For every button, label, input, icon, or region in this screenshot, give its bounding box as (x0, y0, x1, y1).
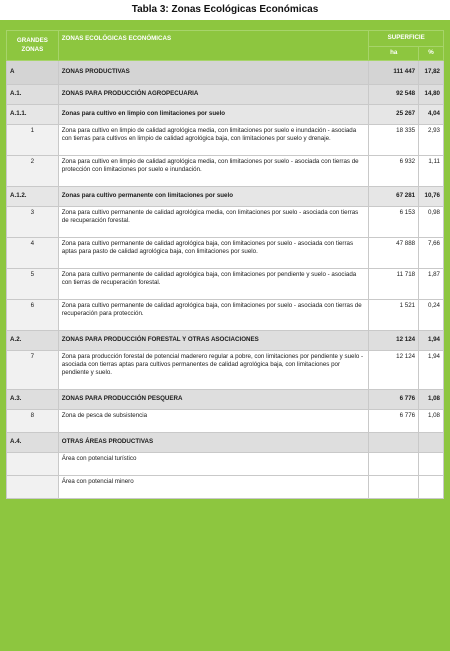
zone-description-cell: Zonas para cultivo en limpio con limitaciones por suelo (58, 105, 369, 125)
table-row (7, 476, 444, 499)
surface-ha-cell: 47 888 (369, 238, 419, 269)
surface-pct-cell: 10,76 (419, 187, 444, 207)
table-group-row (7, 390, 444, 410)
surface-ha-cell: 12 124 (369, 351, 419, 390)
zone-code-cell: 7 (7, 351, 59, 390)
surface-ha-cell (369, 453, 419, 476)
zone-description-cell: OTRAS ÁREAS PRODUCTIVAS (58, 433, 369, 453)
zone-description-cell: Zonas para cultivo permanente con limitaciones por suelo (58, 187, 369, 207)
zone-code-cell: A.2. (7, 331, 59, 351)
surface-pct-cell: 1,94 (419, 331, 444, 351)
surface-pct-cell: 14,80 (419, 85, 444, 105)
table-group-row (7, 105, 444, 125)
zone-code-cell (7, 476, 59, 499)
surface-pct-cell: 4,04 (419, 105, 444, 125)
table-body (7, 61, 444, 499)
zone-code-cell: 3 (7, 207, 59, 238)
header-grandes-zonas: GRANDES ZONAS (7, 31, 59, 61)
table-group-row (7, 187, 444, 207)
zone-code-cell: A.1.2. (7, 187, 59, 207)
surface-pct-cell: 1,08 (419, 390, 444, 410)
table-row (7, 351, 444, 390)
zone-description-cell: Área con potencial minero (58, 476, 369, 499)
table-row (7, 410, 444, 433)
table-group-row (7, 331, 444, 351)
zone-description-cell: Zona para cultivo permanente de calidad agrológica baja, con limitaciones por suelo - asociada con tierras de recuperación para protección. (58, 300, 369, 331)
zones-table (6, 30, 444, 499)
table-row (7, 207, 444, 238)
zone-description-cell: Área con potencial turístico (58, 453, 369, 476)
zone-code-cell: A.1. (7, 85, 59, 105)
surface-pct-cell: 17,82 (419, 61, 444, 85)
zone-code-cell: 8 (7, 410, 59, 433)
zone-description-cell: Zona para cultivo en limpio de calidad agrológica media, con limitaciones por suelo - asociada con tierras de protección con limitaciones por suelo e inundación. (58, 156, 369, 187)
zone-description-cell: Zona para cultivo permanente de calidad agrológica baja, con limitaciones por pendiente y suelo - asociada con tierras de recuperación forestal. (58, 269, 369, 300)
zone-code-cell: 1 (7, 125, 59, 156)
header-zonas-ecologicas: ZONAS ECOLÓGICAS ECONÓMICAS (58, 31, 369, 61)
table-row (7, 238, 444, 269)
zone-description-cell: Zona para cultivo permanente de calidad agrológica media, con limitaciones por suelo - asociada con tierras de recuperación forestal. (58, 207, 369, 238)
zone-description-cell: Zona para cultivo permanente de calidad agrológica baja, con limitaciones por suelo - asociada con tierras aptas para pasto de calidad agrológica baja, con limitaciones por suelo. (58, 238, 369, 269)
zone-code-cell: 2 (7, 156, 59, 187)
zone-description-cell: Zona para producción forestal de potencial maderero regular a pobre, con limitaciones por pendiente y suelo - asociada con tierras aptas para cultivos permanentes de calidad agrológica baja, con limitaciones por pendiente y suelo. (58, 351, 369, 390)
zone-code-cell: A.4. (7, 433, 59, 453)
surface-pct-cell: 2,93 (419, 125, 444, 156)
surface-pct-cell (419, 433, 444, 453)
table-group-row (7, 433, 444, 453)
surface-pct-cell: 1,94 (419, 351, 444, 390)
zone-code-cell (7, 453, 59, 476)
header-ha: ha (369, 47, 419, 61)
surface-ha-cell: 6 776 (369, 390, 419, 410)
table-group-row (7, 85, 444, 105)
zone-description-cell: ZONAS PARA PRODUCCIÓN AGROPECUARIA (58, 85, 369, 105)
table-row (7, 125, 444, 156)
surface-pct-cell: 1,87 (419, 269, 444, 300)
header-pct: % (419, 47, 444, 61)
surface-ha-cell: 6 153 (369, 207, 419, 238)
surface-pct-cell (419, 476, 444, 499)
surface-ha-cell: 11 718 (369, 269, 419, 300)
surface-pct-cell: 1,08 (419, 410, 444, 433)
zone-code-cell: 6 (7, 300, 59, 331)
zone-code-cell: A (7, 61, 59, 85)
surface-pct-cell: 0,98 (419, 207, 444, 238)
zone-description-cell: ZONAS PARA PRODUCCIÓN FORESTAL Y OTRAS ASOCIACIONES (58, 331, 369, 351)
surface-pct-cell (419, 453, 444, 476)
table-group-row (7, 61, 444, 85)
table-row (7, 269, 444, 300)
surface-ha-cell: 6 776 (369, 410, 419, 433)
surface-ha-cell: 67 281 (369, 187, 419, 207)
zone-code-cell: A.3. (7, 390, 59, 410)
zone-code-cell: A.1.1. (7, 105, 59, 125)
zone-description-cell: Zona de pesca de subsistencia (58, 410, 369, 433)
table-title: Tabla 3: Zonas Ecológicas Económicas (131, 4, 319, 15)
zone-code-cell: 4 (7, 238, 59, 269)
zone-description-cell: ZONAS PARA PRODUCCIÓN PESQUERA (58, 390, 369, 410)
surface-ha-cell (369, 433, 419, 453)
zone-description-cell: Zona para cultivo en limpio de calidad agrológica media, con limitaciones por suelo e inundación - asociada con tierras para cultivos en limpio de calidad agrológica baja, con limitaciones por suelo y drenaje. (58, 125, 369, 156)
header-superficie: SUPERFICIE (369, 31, 444, 47)
surface-ha-cell: 25 267 (369, 105, 419, 125)
surface-pct-cell: 1,11 (419, 156, 444, 187)
surface-ha-cell (369, 476, 419, 499)
table-row (7, 453, 444, 476)
surface-ha-cell: 111 447 (369, 61, 419, 85)
surface-ha-cell: 18 335 (369, 125, 419, 156)
zone-code-cell: 5 (7, 269, 59, 300)
zone-description-cell: ZONAS PRODUCTIVAS (58, 61, 369, 85)
surface-pct-cell: 0,24 (419, 300, 444, 331)
surface-ha-cell: 92 548 (369, 85, 419, 105)
surface-ha-cell: 1 521 (369, 300, 419, 331)
surface-ha-cell: 12 124 (369, 331, 419, 351)
table-row (7, 300, 444, 331)
table-row (7, 156, 444, 187)
surface-ha-cell: 6 932 (369, 156, 419, 187)
surface-pct-cell: 7,66 (419, 238, 444, 269)
